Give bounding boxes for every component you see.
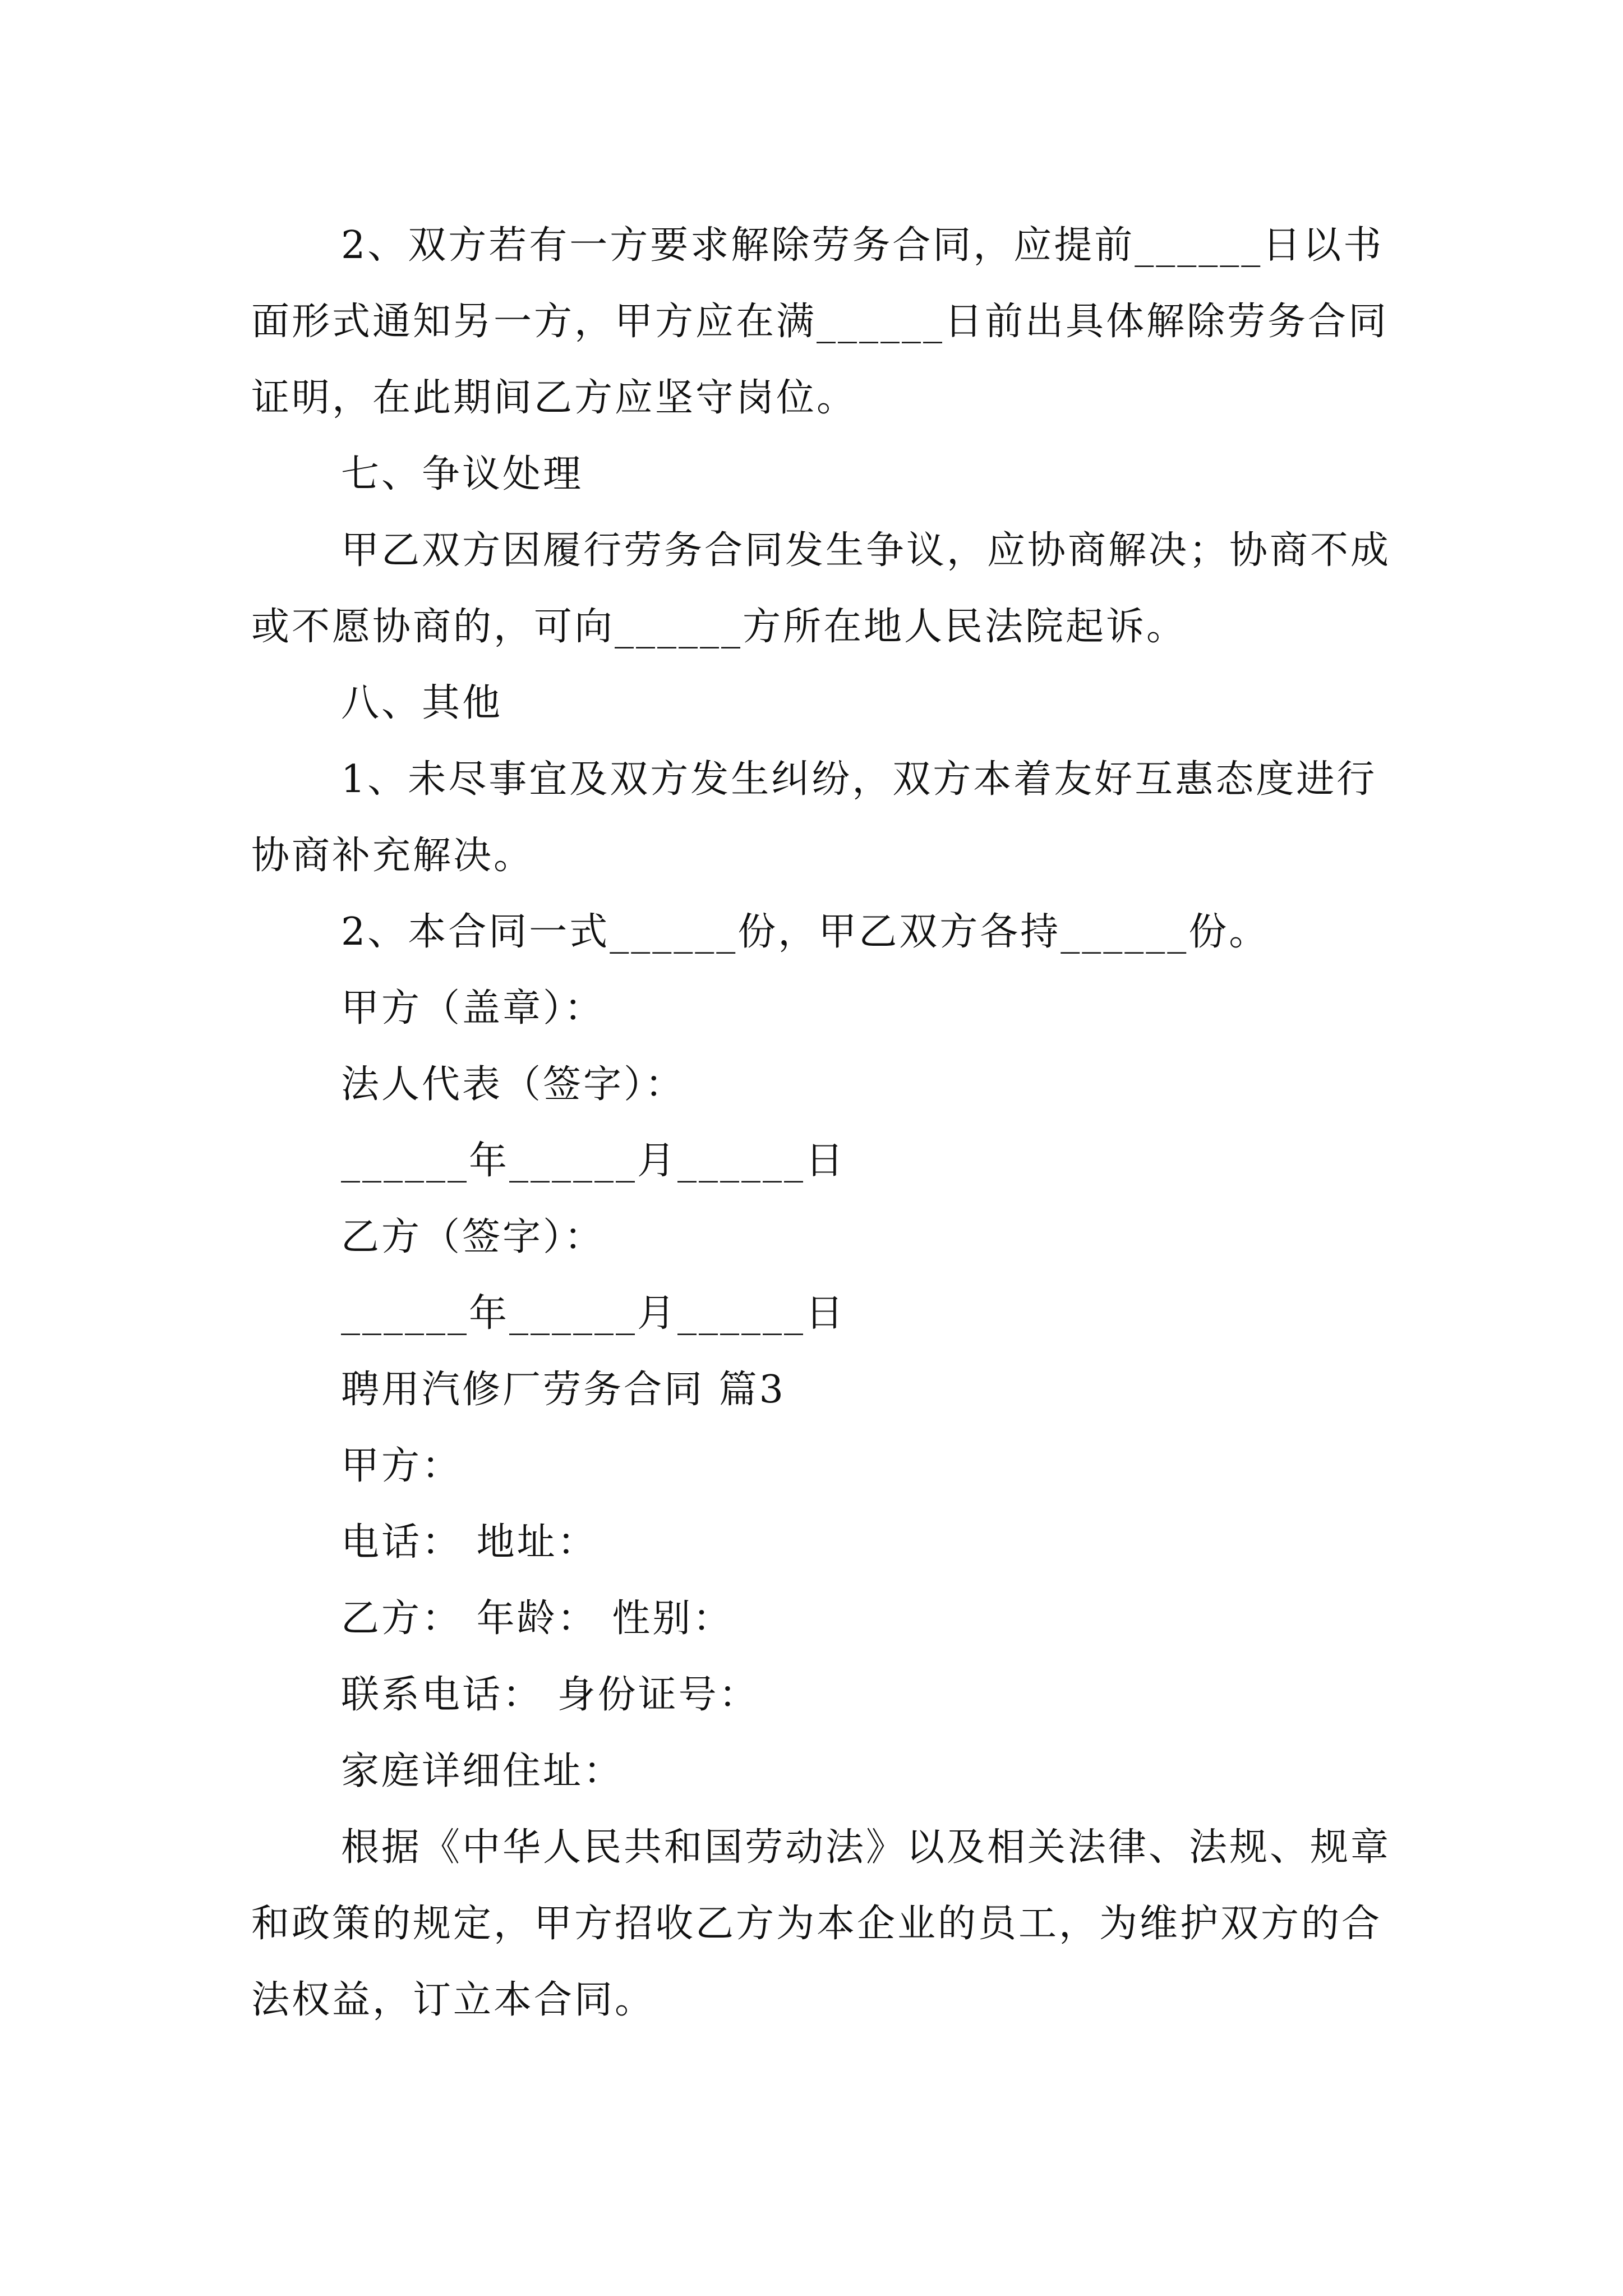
clause-dispute-resolution: 甲乙双方因履行劳务合同发生争议，应协商解决；协商不成或不愿协商的，可向______方所在地人民法院起诉。 [251, 528, 1391, 649]
clause-copies: 2、本合同一式______份，甲乙双方各持______份。 [341, 910, 1270, 954]
section-heading-other: 八、其他 [341, 681, 503, 725]
phone-address-line: 电话： 地址： [341, 1520, 598, 1565]
home-address-line: 家庭详细住址： [341, 1749, 624, 1793]
clause-termination-notice: 2、双方若有一方要求解除劳务合同，应提前______日以书面形式通知另一方，甲方应在满______日前出具体解除劳务合同证明，在此期间乙方应坚守岗位。 [251, 223, 1389, 420]
party-b-info-line: 乙方： 年龄： 性别： [341, 1596, 734, 1641]
contract-preamble: 根据《中华人民共和国劳动法》以及相关法律、法规、规章和政策的规定，甲方招收乙方为本企业的员工，为维护双方的合法权益，订立本合同。 [251, 1825, 1391, 2022]
party-a-label: 甲方： [341, 1444, 463, 1488]
party-a-date-line: ______年______月______日 [341, 1139, 846, 1183]
party-a-seal-label: 甲方（盖章）： [341, 986, 605, 1030]
party-b-signature-label: 乙方（签字）： [341, 1215, 605, 1259]
party-b-date-line: ______年______月______日 [341, 1291, 846, 1336]
contact-id-line: 联系电话： 身份证号： [341, 1673, 759, 1717]
section-heading-dispute: 七、争议处理 [341, 452, 584, 496]
clause-unresolved-matters: 1、未尽事宜及双方发生纠纷，双方本着友好互惠态度进行协商补充解决。 [251, 757, 1377, 878]
legal-rep-signature-label: 法人代表（签字）： [341, 1062, 686, 1107]
document-body [251, 208, 1395, 2039]
contract-section-title: 聘用汽修厂劳务合同 篇3 [341, 1368, 786, 1412]
